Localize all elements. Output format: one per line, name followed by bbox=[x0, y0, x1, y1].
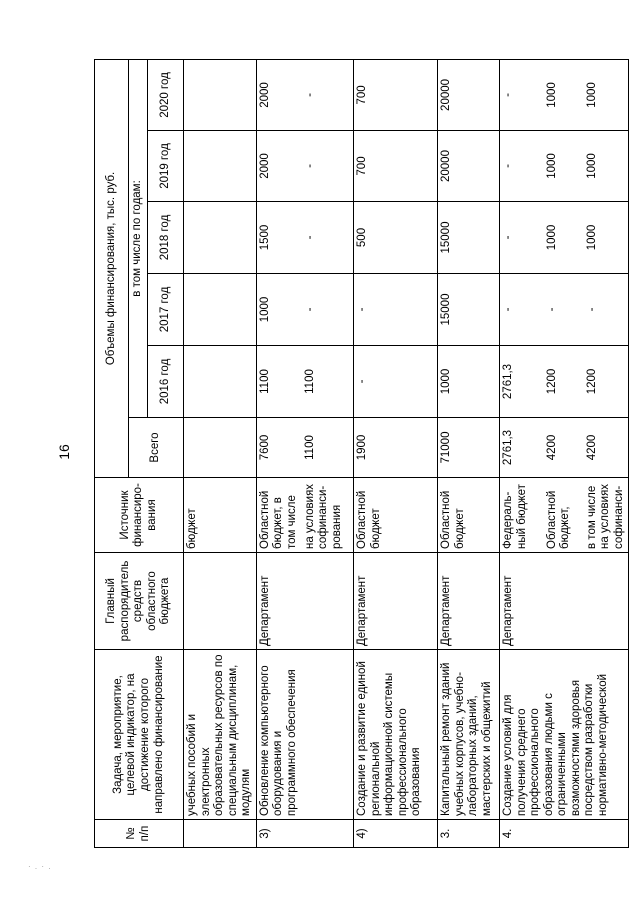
header-year: 2018 год bbox=[148, 202, 184, 274]
row-source: на условиях софинанси-рования bbox=[302, 478, 354, 553]
row-manager: Департамент bbox=[500, 553, 629, 650]
scan-mark: · . · . bbox=[28, 862, 52, 871]
rotated-table-frame bbox=[94, 60, 625, 848]
row-value bbox=[184, 274, 257, 346]
row-total: 1900 bbox=[354, 418, 438, 478]
financing-table bbox=[94, 59, 629, 848]
row-num bbox=[184, 820, 257, 848]
header-by-years: в том числе по годам: bbox=[129, 59, 148, 417]
row-source: Федераль-ный бюджет bbox=[500, 478, 544, 553]
row-total: 2761,3 bbox=[500, 418, 544, 478]
row-value: 15000 bbox=[438, 202, 500, 274]
row-total: 71000 bbox=[438, 418, 500, 478]
row-value: - bbox=[354, 346, 438, 418]
row-value: - bbox=[500, 202, 544, 274]
row-num: 3) bbox=[256, 820, 353, 848]
row-source: в том числе на условиях софинанси- bbox=[584, 478, 629, 553]
row-value: 1100 bbox=[302, 346, 354, 418]
row-value: - bbox=[584, 274, 629, 346]
row-total bbox=[184, 418, 257, 478]
table-body bbox=[184, 59, 629, 847]
row-task: Обновление компьютерного оборудования и программного обеспечения bbox=[256, 650, 353, 820]
header-volumes: Объемы финансирования, тыс. руб. bbox=[95, 59, 129, 477]
row-value: 700 bbox=[354, 131, 438, 202]
table-row bbox=[438, 59, 500, 847]
row-value: - bbox=[302, 202, 354, 274]
row-manager: Департамент bbox=[354, 553, 438, 650]
row-value: 1000 bbox=[544, 202, 584, 274]
header-year: 2017 год bbox=[148, 274, 184, 346]
header-total: Всего bbox=[129, 418, 184, 478]
row-value: - bbox=[500, 131, 544, 202]
row-value: - bbox=[302, 274, 354, 346]
row-value: 1000 bbox=[584, 202, 629, 274]
row-source: Областной бюджет, bbox=[544, 478, 584, 553]
row-value bbox=[184, 59, 257, 130]
row-total: 4200 bbox=[584, 418, 629, 478]
row-value bbox=[184, 202, 257, 274]
rotated-table-content bbox=[94, 60, 625, 848]
row-task: Создание и развитие единой региональной информационной системы профессионального образования bbox=[354, 650, 438, 820]
row-value: 700 bbox=[354, 59, 438, 130]
row-manager bbox=[184, 553, 257, 650]
table-row bbox=[256, 59, 301, 847]
row-source: Областной бюджет bbox=[354, 478, 438, 553]
row-num: 3. bbox=[438, 820, 500, 848]
table-header bbox=[95, 59, 184, 847]
row-value: - bbox=[302, 131, 354, 202]
row-task: учебных пособий и электронных образовательных ресурсов по специальным дисциплинам, модулям bbox=[184, 650, 257, 820]
row-total: 1100 bbox=[302, 418, 354, 478]
row-value: 15000 bbox=[438, 274, 500, 346]
row-value: 2000 bbox=[256, 59, 301, 130]
page-number: 16 bbox=[56, 444, 72, 460]
row-value: 2761,3 bbox=[500, 346, 544, 418]
row-value: - bbox=[354, 274, 438, 346]
row-value: 1000 bbox=[544, 131, 584, 202]
table-row bbox=[500, 59, 544, 847]
row-num: 4) bbox=[354, 820, 438, 848]
row-value: 2000 bbox=[256, 131, 301, 202]
row-total: 4200 bbox=[544, 418, 584, 478]
row-value: - bbox=[500, 59, 544, 130]
row-manager: Департамент bbox=[438, 553, 500, 650]
table-row bbox=[184, 59, 257, 847]
header-year: 2020 год bbox=[148, 59, 184, 130]
row-value: 500 bbox=[354, 202, 438, 274]
row-manager: Департамент bbox=[256, 553, 353, 650]
header-manager: Главный распорядитель средств областного бюджета bbox=[95, 553, 184, 650]
header-task: Задача, мероприятие, целевой индикатор, на достижение которого направлено финансирование bbox=[95, 650, 184, 820]
table-row bbox=[354, 59, 438, 847]
row-value bbox=[184, 131, 257, 202]
header-year: 2019 год bbox=[148, 131, 184, 202]
header-num: № п/п bbox=[95, 820, 184, 848]
row-task: Капитальный ремонт зданий учебных корпусов, учебно-лабораторных зданий, мастерских и общежитий bbox=[438, 650, 500, 820]
row-value: 1500 bbox=[256, 202, 301, 274]
header-year: 2016 год bbox=[148, 346, 184, 418]
row-source: бюджет bbox=[184, 478, 257, 553]
row-value: 1200 bbox=[544, 346, 584, 418]
row-value: 20000 bbox=[438, 131, 500, 202]
header-source: Источник финансиро-вания bbox=[95, 478, 184, 553]
row-total: 7600 bbox=[256, 418, 301, 478]
row-value: 1000 bbox=[256, 274, 301, 346]
row-value: 1000 bbox=[584, 131, 629, 202]
row-value: 1000 bbox=[584, 59, 629, 130]
row-value: 1100 bbox=[256, 346, 301, 418]
row-value: 1000 bbox=[544, 59, 584, 130]
row-task: Создание условий для получения среднего профессионального образования людьми с ограниченными возможностями здоровья посредством разработки нормативно-методической bbox=[500, 650, 629, 820]
row-value: 1000 bbox=[438, 346, 500, 418]
row-value: - bbox=[544, 274, 584, 346]
row-value: - bbox=[500, 274, 544, 346]
row-num: 4. bbox=[500, 820, 629, 848]
row-value: 1200 bbox=[584, 346, 629, 418]
row-value bbox=[184, 346, 257, 418]
row-source: Областной бюджет bbox=[438, 478, 500, 553]
row-source: Областной бюджет, в том числе bbox=[256, 478, 301, 553]
row-value: - bbox=[302, 59, 354, 130]
row-value: 20000 bbox=[438, 59, 500, 130]
